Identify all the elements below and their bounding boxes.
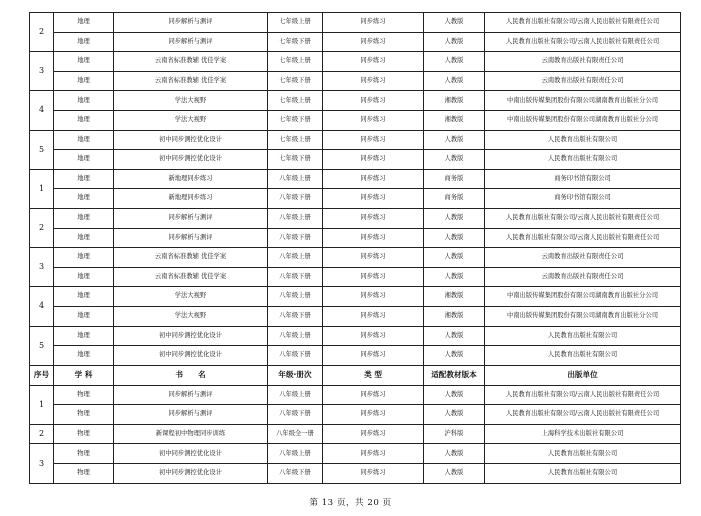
grade-volume-cell: 八年级上册 (268, 169, 323, 189)
table-row (30, 13, 681, 33)
table-row (30, 405, 681, 425)
publisher-cell: 云南教育出版社有限责任公司 (485, 52, 681, 72)
grade-volume-cell: 七年级上册 (268, 130, 323, 150)
subject-cell: 地理 (54, 32, 114, 52)
type-cell: 同步练习 (323, 287, 424, 307)
type-cell: 同步练习 (323, 13, 424, 33)
subject-cell: 地理 (54, 306, 114, 326)
subject-cell: 地理 (54, 189, 114, 209)
book-title-cell: 云南省标准教辅 优佳学案 (114, 248, 268, 268)
book-title-cell: 初中同步测控优化设计 (114, 326, 268, 346)
subject-cell: 地理 (54, 150, 114, 170)
table-row (30, 130, 681, 150)
publisher-cell: 人民教育出版社有限公司 (485, 326, 681, 346)
book-title-cell: 同步解析与测评 (114, 385, 268, 405)
publisher-cell: 人民教育出版社有限公司/云南人民出版社有限责任公司 (485, 228, 681, 248)
type-cell: 同步练习 (323, 267, 424, 287)
publisher-cell: 商务印书馆有限公司 (485, 169, 681, 189)
subject-cell: 地理 (54, 248, 114, 268)
publisher-cell: 中南出版传媒集团股份有限公司湖南教育出版社分公司 (485, 306, 681, 326)
document-table-page (29, 12, 680, 484)
grade-volume-cell: 八年级下册 (268, 405, 323, 425)
edition-cell: 人教版 (424, 267, 485, 287)
book-title-cell: 同步解析与测评 (114, 405, 268, 425)
header-cell: 学 科 (54, 365, 114, 385)
publisher-cell: 中南出版传媒集团股份有限公司湖南教育出版社分公司 (485, 110, 681, 130)
book-title-cell: 同步解析与测评 (114, 32, 268, 52)
edition-cell: 人教版 (424, 13, 485, 33)
publisher-cell: 人民教育出版社有限公司 (485, 346, 681, 366)
table-row (30, 267, 681, 287)
type-cell: 同步练习 (323, 444, 424, 464)
edition-cell: 人教版 (424, 248, 485, 268)
subject-cell: 地理 (54, 130, 114, 150)
subject-cell: 地理 (54, 13, 114, 33)
subject-cell: 地理 (54, 110, 114, 130)
subject-cell: 物理 (54, 464, 114, 484)
page-number-footer: 第 13 页，共 20 页 (309, 498, 392, 508)
book-title-cell: 新地理同步练习 (114, 169, 268, 189)
type-cell: 同步练习 (323, 228, 424, 248)
grade-volume-cell: 八年级上册 (268, 326, 323, 346)
type-cell: 同步练习 (323, 208, 424, 228)
edition-cell: 人教版 (424, 52, 485, 72)
sequence-number-cell: 3 (30, 248, 54, 287)
grade-volume-cell: 八年级下册 (268, 346, 323, 366)
book-title-cell: 同步解析与测评 (114, 208, 268, 228)
table-header-row (30, 365, 681, 385)
subject-cell: 地理 (54, 267, 114, 287)
grade-volume-cell: 七年级下册 (268, 71, 323, 91)
publisher-cell: 人民教育出版社有限公司/云南人民出版社有限责任公司 (485, 385, 681, 405)
subject-cell: 物理 (54, 405, 114, 425)
book-title-cell: 初中同步测控优化设计 (114, 130, 268, 150)
edition-cell: 湘教版 (424, 306, 485, 326)
grade-volume-cell: 七年级上册 (268, 52, 323, 72)
table-row (30, 248, 681, 268)
header-cell: 序号 (30, 365, 54, 385)
grade-volume-cell: 八年级上册 (268, 248, 323, 268)
edition-cell: 人教版 (424, 346, 485, 366)
sequence-number-cell: 3 (30, 52, 54, 91)
grade-volume-cell: 七年级下册 (268, 32, 323, 52)
grade-volume-cell: 七年级下册 (268, 110, 323, 130)
textbook-list-table (29, 12, 681, 484)
publisher-cell: 人民教育出版社有限公司/云南人民出版社有限责任公司 (485, 405, 681, 425)
table-row (30, 91, 681, 111)
publisher-cell: 人民教育出版社有限公司 (485, 150, 681, 170)
grade-volume-cell: 八年级上册 (268, 385, 323, 405)
grade-volume-cell: 七年级下册 (268, 150, 323, 170)
grade-volume-cell: 八年级上册 (268, 208, 323, 228)
subject-cell: 地理 (54, 91, 114, 111)
edition-cell: 人教版 (424, 32, 485, 52)
table-row (30, 208, 681, 228)
header-cell: 年级·册次 (268, 365, 323, 385)
publisher-cell: 人民教育出版社有限公司/云南人民出版社有限责任公司 (485, 32, 681, 52)
type-cell: 同步练习 (323, 248, 424, 268)
publisher-cell: 人民教育出版社有限公司/云南人民出版社有限责任公司 (485, 208, 681, 228)
subject-cell: 地理 (54, 208, 114, 228)
book-title-cell: 云南省标准教辅 优佳学案 (114, 52, 268, 72)
type-cell: 同步练习 (323, 130, 424, 150)
type-cell: 同步练习 (323, 91, 424, 111)
sequence-number-cell: 2 (30, 208, 54, 247)
publisher-cell: 人民教育出版社有限公司 (485, 130, 681, 150)
table-row (30, 444, 681, 464)
book-title-cell: 学法大视野 (114, 306, 268, 326)
header-cell: 出版单位 (485, 365, 681, 385)
grade-volume-cell: 八年级下册 (268, 228, 323, 248)
sequence-number-cell: 3 (30, 444, 54, 483)
edition-cell: 人教版 (424, 385, 485, 405)
edition-cell: 湘教版 (424, 110, 485, 130)
book-title-cell: 新地理同步练习 (114, 189, 268, 209)
publisher-cell: 上海科学技术出版社有限公司 (485, 424, 681, 444)
book-title-cell: 新课程初中物理同步训练 (114, 424, 268, 444)
type-cell: 同步练习 (323, 424, 424, 444)
table-row (30, 150, 681, 170)
edition-cell: 沪科版 (424, 424, 485, 444)
table-row (30, 346, 681, 366)
grade-volume-cell: 八年级下册 (268, 189, 323, 209)
type-cell: 同步练习 (323, 326, 424, 346)
book-title-cell: 学法大视野 (114, 110, 268, 130)
table-row (30, 169, 681, 189)
edition-cell: 人教版 (424, 208, 485, 228)
subject-cell: 地理 (54, 346, 114, 366)
edition-cell: 商务版 (424, 169, 485, 189)
table-row (30, 326, 681, 346)
sequence-number-cell: 4 (30, 287, 54, 326)
edition-cell: 湘教版 (424, 287, 485, 307)
type-cell: 同步练习 (323, 32, 424, 52)
type-cell: 同步练习 (323, 189, 424, 209)
publisher-cell: 商务印书馆有限公司 (485, 189, 681, 209)
type-cell: 同步练习 (323, 405, 424, 425)
publisher-cell: 云南教育出版社有限责任公司 (485, 248, 681, 268)
publisher-cell: 云南教育出版社有限责任公司 (485, 71, 681, 91)
edition-cell: 人教版 (424, 405, 485, 425)
book-title-cell: 初中同步测控优化设计 (114, 346, 268, 366)
table-row (30, 52, 681, 72)
table-row (30, 228, 681, 248)
table-row (30, 464, 681, 484)
type-cell: 同步练习 (323, 71, 424, 91)
grade-volume-cell: 八年级全一册 (268, 424, 323, 444)
sequence-number-cell: 1 (30, 169, 54, 208)
grade-volume-cell: 七年级上册 (268, 13, 323, 33)
table-row (30, 32, 681, 52)
edition-cell: 人教版 (424, 464, 485, 484)
type-cell: 同步练习 (323, 110, 424, 130)
header-cell: 类 型 (323, 365, 424, 385)
subject-cell: 地理 (54, 71, 114, 91)
edition-cell: 湘教版 (424, 91, 485, 111)
type-cell: 同步练习 (323, 385, 424, 405)
table-row (30, 110, 681, 130)
edition-cell: 人教版 (424, 228, 485, 248)
table-row (30, 71, 681, 91)
book-title-cell: 同步解析与测评 (114, 13, 268, 33)
type-cell: 同步练习 (323, 52, 424, 72)
table-body (30, 13, 681, 484)
grade-volume-cell: 七年级上册 (268, 91, 323, 111)
type-cell: 同步练习 (323, 150, 424, 170)
type-cell: 同步练习 (323, 169, 424, 189)
sequence-number-cell: 2 (30, 424, 54, 444)
type-cell: 同步练习 (323, 306, 424, 326)
edition-cell: 人教版 (424, 130, 485, 150)
publisher-cell: 中南出版传媒集团股份有限公司湖南教育出版社分公司 (485, 91, 681, 111)
edition-cell: 人教版 (424, 326, 485, 346)
subject-cell: 地理 (54, 169, 114, 189)
edition-cell: 商务版 (424, 189, 485, 209)
grade-volume-cell: 八年级下册 (268, 464, 323, 484)
sequence-number-cell: 5 (30, 326, 54, 365)
publisher-cell: 中南出版传媒集团股份有限公司湖南教育出版社分公司 (485, 287, 681, 307)
grade-volume-cell: 八年级上册 (268, 444, 323, 464)
sequence-number-cell: 4 (30, 91, 54, 130)
grade-volume-cell: 八年级上册 (268, 287, 323, 307)
book-title-cell: 同步解析与测评 (114, 228, 268, 248)
table-row (30, 306, 681, 326)
table-row (30, 189, 681, 209)
sequence-number-cell: 5 (30, 130, 54, 169)
book-title-cell: 初中同步测控优化设计 (114, 444, 268, 464)
sequence-number-cell: 1 (30, 385, 54, 424)
sequence-number-cell: 2 (30, 13, 54, 52)
book-title-cell: 云南省标准教辅 优佳学案 (114, 267, 268, 287)
publisher-cell: 人民教育出版社有限公司/云南人民出版社有限责任公司 (485, 13, 681, 33)
subject-cell: 物理 (54, 444, 114, 464)
table-row (30, 385, 681, 405)
book-title-cell: 初中同步测控优化设计 (114, 150, 268, 170)
book-title-cell: 云南省标准教辅 优佳学案 (114, 71, 268, 91)
publisher-cell: 人民教育出版社有限公司 (485, 444, 681, 464)
book-title-cell: 学法大视野 (114, 91, 268, 111)
subject-cell: 物理 (54, 385, 114, 405)
type-cell: 同步练习 (323, 464, 424, 484)
subject-cell: 地理 (54, 228, 114, 248)
subject-cell: 地理 (54, 287, 114, 307)
grade-volume-cell: 八年级下册 (268, 267, 323, 287)
subject-cell: 地理 (54, 326, 114, 346)
subject-cell: 地理 (54, 52, 114, 72)
grade-volume-cell: 八年级下册 (268, 306, 323, 326)
edition-cell: 人教版 (424, 150, 485, 170)
header-cell: 书 名 (114, 365, 268, 385)
book-title-cell: 学法大视野 (114, 287, 268, 307)
publisher-cell: 人民教育出版社有限公司 (485, 464, 681, 484)
table-row (30, 424, 681, 444)
publisher-cell: 云南教育出版社有限责任公司 (485, 267, 681, 287)
type-cell: 同步练习 (323, 346, 424, 366)
subject-cell: 物理 (54, 424, 114, 444)
header-cell: 适配教材版本 (424, 365, 485, 385)
edition-cell: 人教版 (424, 444, 485, 464)
book-title-cell: 初中同步测控优化设计 (114, 464, 268, 484)
edition-cell: 人教版 (424, 71, 485, 91)
table-row (30, 287, 681, 307)
